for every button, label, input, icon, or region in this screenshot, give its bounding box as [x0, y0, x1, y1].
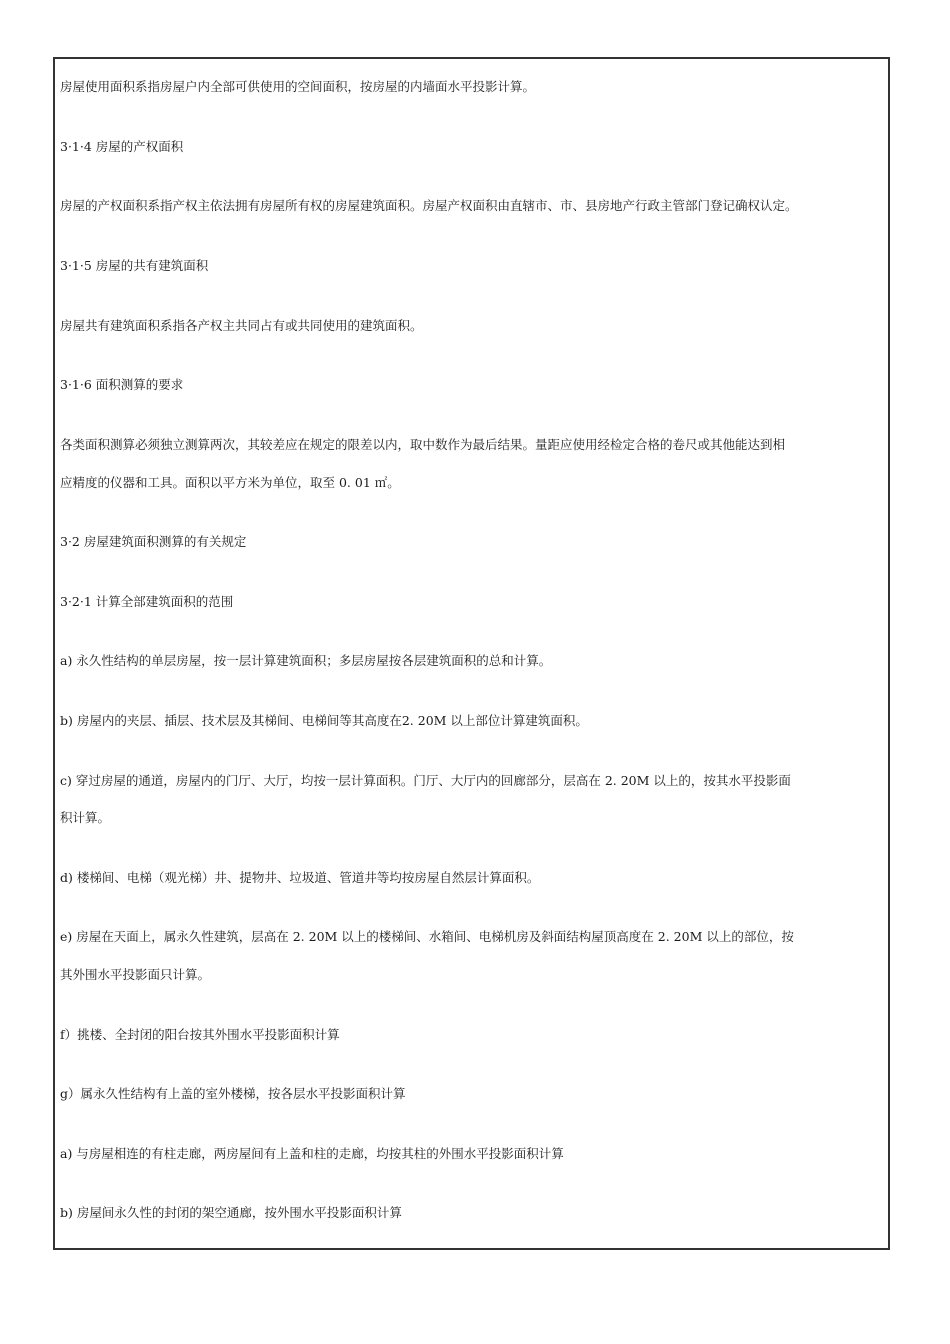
list-item: b) 房屋内的夹层、插层、技术层及其梯间、电梯间等其高度在2. 20M 以上部位计算建筑面积。: [60, 713, 588, 728]
list-item-continuation: 其外围水平投影面只计算。: [60, 967, 211, 982]
section-heading: 3·2·1 计算全部建筑面积的范围: [60, 594, 234, 609]
list-item: e) 房屋在天面上，属永久性建筑，层高在 2. 20M 以上的楼梯间、水箱间、电梯机房及斜面结构屋顶高度在 2. 20M 以上的部位，按: [60, 929, 794, 944]
text-line: 应精度的仪器和工具。面积以平方米为单位，取至 0. 01 ㎡。: [60, 475, 400, 490]
section-heading: 3·2 房屋建筑面积测算的有关规定: [60, 534, 247, 549]
section-heading: 3·1·6 面积测算的要求: [60, 377, 184, 392]
text-line: 房屋的产权面积系指产权主依法拥有房屋所有权的房屋建筑面积。房屋产权面积由直辖市、市、县房地产行政主管部门登记确权认定。: [60, 198, 798, 213]
document-frame: [53, 57, 890, 1250]
list-item: f）挑楼、全封闭的阳台按其外围水平投影面积计算: [60, 1027, 340, 1042]
list-item-continuation: 积计算。: [60, 810, 111, 825]
text-line: 各类面积测算必须独立测算两次，其较差应在规定的限差以内，取中数作为最后结果。量距应使用经检定合格的卷尺或其他能达到相: [60, 437, 786, 452]
section-heading: 3·1·5 房屋的共有建筑面积: [60, 258, 209, 273]
list-item: a) 与房屋相连的有柱走廊，两房屋间有上盖和柱的走廊，均按其柱的外围水平投影面积计算: [60, 1146, 564, 1161]
text-line: 房屋使用面积系指房屋户内全部可供使用的空间面积，按房屋的内墙面水平投影计算。: [60, 79, 536, 94]
list-item: g）属永久性结构有上盖的室外楼梯，按各层水平投影面积计算: [60, 1086, 406, 1101]
text-line: 房屋共有建筑面积系指各产权主共同占有或共同使用的建筑面积。: [60, 318, 423, 333]
list-item: c) 穿过房屋的通道，房屋内的门厅、大厅，均按一层计算面积。门厅、大厅内的回廊部分，层高在 2. 20M 以上的，按其水平投影面: [60, 773, 791, 788]
list-item: a) 永久性结构的单层房屋，按一层计算建筑面积；多层房屋按各层建筑面积的总和计算。: [60, 653, 552, 668]
section-heading: 3·1·4 房屋的产权面积: [60, 139, 184, 154]
list-item: b) 房屋间永久性的封闭的架空通廊，按外围水平投影面积计算: [60, 1205, 402, 1220]
list-item: d) 楼梯间、电梯（观光梯）井、提物井、垃圾道、管道井等均按房屋自然层计算面积。: [60, 870, 540, 885]
